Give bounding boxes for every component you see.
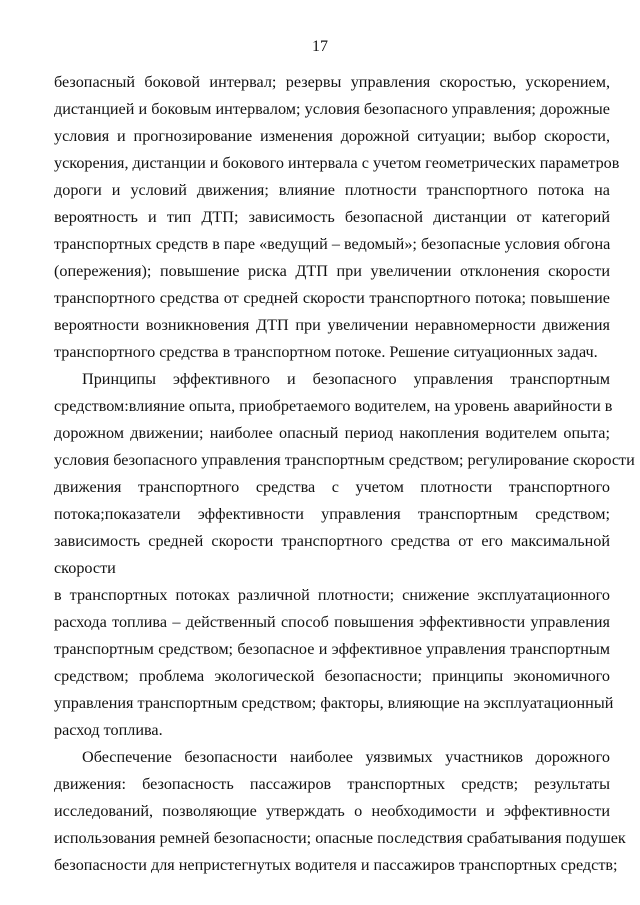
text-line: дороги и условий движения; влияние плотности транспортного потока на (54, 181, 610, 199)
text-line: расхода топлива – действенный способ повышения эффективности управления (54, 613, 610, 631)
text-line: движения транспортного средства с учетом плотности транспортного (54, 478, 610, 496)
text-line: ускорения, дистанции и бокового интервала с учетом геометрических параметров (54, 154, 620, 172)
text-line: расход топлива. (54, 721, 163, 739)
document-body (54, 69, 635, 879)
text-line: условия безопасного управления транспортным средством; регулирование скорости (54, 451, 635, 469)
text-line: в транспортных потоках различной плотности; снижение эксплуатационного (54, 586, 610, 604)
text-line: транспортного средства от средней скорости транспортного потока; повышение (54, 289, 610, 307)
text-line: (опережения); повышение риска ДТП при увеличении отклонения скорости (54, 262, 610, 280)
paragraph (54, 69, 620, 366)
text-line: средством:влияние опыта, приобретаемого водителем, на уровень аварийности в (54, 397, 613, 415)
text-line: безопасный боковой интервал; резервы управления скоростью, ускорением, (54, 73, 610, 91)
text-line: скорости (54, 559, 116, 577)
text-line: транспортным средством; безопасное и эффективное управления транспортным (54, 640, 610, 658)
text-line: безопасности для непристегнутых водителя и пассажиров транспортных средств; (54, 856, 618, 874)
text-line: дорожном движении; наиболее опасный период накопления водителем опыта; (54, 424, 610, 442)
text-line: Обеспечение безопасности наиболее уязвимых участников дорожного (82, 748, 610, 766)
text-line: исследований, позволяющие утверждать о необходимости и эффективности (54, 802, 610, 820)
text-line: Принципы эффективного и безопасного управления транспортным (82, 370, 610, 388)
text-line: средством; проблема экологической безопасности; принципы экономичного (54, 667, 610, 685)
text-line: транспортного средства в транспортном потоке. Решение ситуационных задач. (54, 343, 598, 361)
text-line: вероятность и тип ДТП; зависимость безопасной дистанции от категорий (54, 208, 610, 226)
text-line: движения: безопасность пассажиров транспортных средств; результаты (54, 775, 610, 793)
text-line: вероятности возникновения ДТП при увеличении неравномерности движения (54, 316, 610, 334)
text-line: условия и прогнозирование изменения дорожной ситуации; выбор скорости, (54, 127, 610, 145)
text-line: дистанцией и боковым интервалом; условия безопасного управления; дорожные (54, 100, 610, 118)
paragraph (54, 366, 635, 582)
page-number: 17 (312, 38, 328, 55)
text-line: управления транспортным средством; факторы, влияющие на эксплуатационный (54, 694, 614, 712)
text-line: использования ремней безопасности; опасные последствия срабатывания подушек (54, 829, 626, 847)
paragraph (54, 582, 614, 744)
text-line: зависимость средней скорости транспортного средства от его максимальной (54, 532, 610, 550)
paragraph (54, 744, 626, 879)
text-line: потока;показатели эффективности управления транспортным средством; (54, 505, 610, 523)
text-line: транспортных средств в паре «ведущий – ведомый»; безопасные условия обгона (54, 235, 611, 253)
